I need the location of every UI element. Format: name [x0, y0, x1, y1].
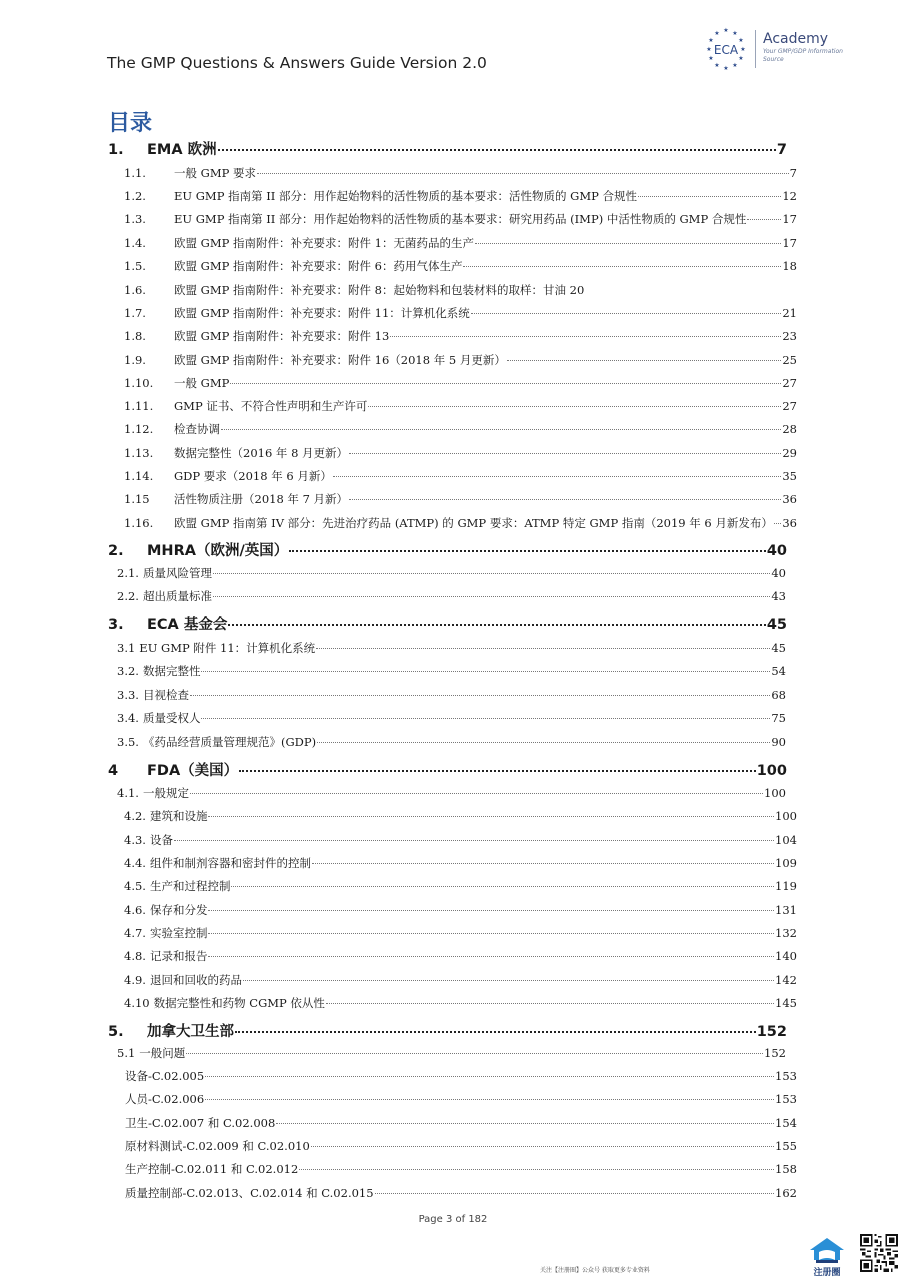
toc-entry-number: 4.9. [124, 973, 146, 987]
toc-entry-title: 欧盟 GMP 指南附件：补充要求：附件 16（2018 年 5 月更新） [174, 353, 506, 367]
toc-entry-number: 1.7. [124, 306, 146, 320]
toc-entry-number: 1.3. [124, 212, 146, 226]
toc-leader-dots [243, 980, 774, 981]
toc-leader-dots [218, 149, 776, 151]
toc-entry-number: 3.3. [117, 688, 139, 702]
toc-entry-title: 质量风险管理 [142, 566, 212, 580]
toc-entry-row[interactable] [125, 1068, 797, 1084]
toc-leader-dots [317, 742, 770, 743]
toc-leader-dots [276, 1123, 774, 1124]
footer-note: 关注【注册圈】公众号 获取更多专业资料 [540, 1267, 650, 1274]
toc-page-number: 158 [775, 1162, 797, 1176]
logo-name: Academy [763, 31, 829, 47]
toc-leader-dots [375, 1193, 775, 1194]
toc-entry-row[interactable] [124, 972, 797, 988]
toc-page-number: 35 [782, 469, 797, 483]
toc-entry-row[interactable] [124, 491, 797, 507]
toc-entry-title: 建筑和设施 [149, 809, 208, 823]
toc-entry-title: GMP 证书、不符合性声明和生产许可 [174, 399, 368, 413]
toc-leader-dots [208, 816, 774, 817]
toc-entry-title: FDA（美国） [147, 763, 239, 779]
svg-text:★: ★ [732, 62, 738, 69]
svg-text:★: ★ [738, 55, 744, 62]
house-book-icon [806, 1236, 848, 1266]
toc-leader-dots [316, 648, 770, 649]
toc-entry-row[interactable] [117, 785, 786, 801]
toc-entry-title: 加拿大卫生部 [147, 1024, 234, 1040]
toc-entry-row[interactable] [124, 188, 797, 204]
toc-page-number: 162 [775, 1186, 797, 1200]
svg-text:★: ★ [723, 27, 729, 34]
toc-entry-row[interactable] [124, 995, 797, 1011]
toc-entry-title: 一般规定 [142, 786, 189, 800]
toc-leader-dots [190, 695, 770, 696]
toc-entry-title: EU GMP 指南第 II 部分：用作起始物料的活性物质的基本要求：活性物质的 GMP 合规性 [174, 189, 638, 203]
svg-text:★: ★ [706, 46, 712, 53]
toc-page-number: 152 [764, 1046, 786, 1060]
toc-page-number: 132 [775, 926, 797, 940]
toc-section-row[interactable] [108, 613, 787, 634]
toc-entry-title: 设备 [149, 833, 173, 847]
toc-entry-row[interactable] [124, 902, 797, 918]
toc-entry-row[interactable] [124, 165, 797, 181]
toc-entry-number: 1.16. [124, 516, 154, 530]
svg-text:★: ★ [708, 55, 714, 62]
toc-entry-number: 4.10 [124, 996, 150, 1010]
toc-entry-title: 一般 GMP 要求 [174, 166, 257, 180]
eca-academy-logo [703, 26, 843, 76]
toc-leader-dots [638, 196, 781, 197]
toc-leader-dots [201, 671, 770, 672]
toc-entry-title: EMA 欧洲 [147, 142, 217, 158]
toc-page-number: 104 [775, 833, 797, 847]
toc-entry-title: 《药品经营质量管理规范》(GDP) [142, 735, 317, 749]
document-title: The GMP Questions & Answers Guide Version 2.0 [107, 54, 487, 72]
toc-entry-title: 记录和报告 [149, 949, 208, 963]
toc-entry-row[interactable] [117, 565, 786, 581]
toc-entry-number: 4.5. [124, 879, 146, 893]
toc-entry-title: 超出质量标准 [142, 589, 212, 603]
toc-entry-number: 4.2. [124, 809, 146, 823]
toc-entry-number: 5. [108, 1024, 124, 1040]
toc-page-number: 109 [775, 856, 797, 870]
toc-entry-row[interactable] [125, 1185, 797, 1201]
toc-entry-title: 人员-C.02.006 [125, 1092, 205, 1106]
toc-entry-title: 数据完整性和药物 CGMP 依从性 [153, 996, 325, 1010]
toc-entry-number: 5.1 [117, 1046, 136, 1060]
page-number: Page 3 of 182 [418, 1214, 488, 1225]
toc-page-number: 119 [775, 879, 797, 893]
toc-page-number: 36 [782, 492, 797, 506]
toc-entry-row[interactable] [124, 421, 797, 437]
toc-page-number: 68 [771, 688, 786, 702]
toc-entry-title: 卫生-C.02.007 和 C.02.008 [125, 1116, 276, 1130]
toc-entry-row[interactable] [124, 398, 797, 414]
toc-page-number: 40 [766, 543, 787, 559]
toc-page-number: 7 [789, 166, 797, 180]
toc-entry-title: 保存和分发 [149, 903, 208, 917]
toc-page-number: 154 [775, 1116, 797, 1130]
toc-entry-number: 1.6. [124, 283, 146, 297]
toc-entry-row[interactable] [124, 855, 797, 871]
toc-entry-row[interactable] [117, 710, 786, 726]
toc-leader-dots [205, 1099, 774, 1100]
toc-page-number: 18 [782, 259, 797, 273]
toc-leader-dots [747, 219, 781, 220]
toc-entry-row[interactable] [124, 878, 797, 894]
toc-page-number: 28 [782, 422, 797, 436]
svg-text:★: ★ [723, 65, 729, 72]
toc-heading: 目录 [108, 111, 153, 136]
toc-entry-row[interactable] [125, 1138, 797, 1154]
toc-entry-row[interactable] [124, 515, 797, 531]
svg-text:★: ★ [714, 62, 720, 69]
toc-entry-row[interactable] [124, 211, 797, 227]
toc-page-number: 25 [782, 353, 797, 367]
toc-page-number: 155 [775, 1139, 797, 1153]
toc-page-number: 36 [782, 516, 797, 530]
toc-entry-number: 1. [108, 142, 124, 158]
toc-entry-number: 1.4. [124, 236, 146, 250]
toc-leader-dots [326, 1003, 774, 1004]
toc-leader-dots [208, 933, 774, 934]
toc-entry-row[interactable] [124, 375, 797, 391]
toc-page-number: 21 [782, 306, 797, 320]
toc-entry-number: 2.1. [117, 566, 139, 580]
toc-entry-title: 质量受权人 [142, 711, 201, 725]
toc-entry-number: 3.5. [117, 735, 139, 749]
toc-leader-dots [228, 624, 765, 626]
svg-text:★: ★ [740, 46, 746, 53]
toc-entry-row[interactable] [124, 282, 797, 298]
toc-entry-title: 组件和制剂容器和密封件的控制 [149, 856, 311, 870]
toc-entry-number: 1.5. [124, 259, 146, 273]
toc-leader-dots [257, 173, 789, 174]
toc-page-number: 12 [782, 189, 797, 203]
toc-entry-title: 目视检查 [142, 688, 189, 702]
toc-entry-row[interactable] [125, 1091, 797, 1107]
toc-leader-dots [390, 336, 781, 337]
toc-entry-number: 4.7. [124, 926, 146, 940]
toc-page-number: 27 [782, 376, 797, 390]
brand-label: 注册圈 [813, 1268, 841, 1278]
toc-entry-row[interactable] [117, 640, 786, 656]
toc-leader-dots [289, 550, 766, 552]
toc-entry-title: 数据完整性 [142, 664, 201, 678]
toc-leader-dots [774, 523, 781, 524]
toc-leader-dots [349, 453, 781, 454]
toc-entry-row[interactable] [117, 588, 786, 604]
toc-leader-dots [239, 770, 756, 772]
toc-page-number: 45 [766, 617, 787, 633]
toc-entry-row[interactable] [124, 328, 797, 344]
toc-page-number: 45 [771, 641, 786, 655]
toc-entry-number: 2.2. [117, 589, 139, 603]
toc-entry-number: 1.14. [124, 469, 154, 483]
toc-entry-title: 检查协调 [174, 422, 220, 436]
toc-page-number: 140 [775, 949, 797, 963]
eca-star-ring-icon [703, 26, 749, 72]
toc-leader-dots [463, 266, 781, 267]
toc-page-number: 27 [782, 399, 797, 413]
toc-entry-number: 3.2. [117, 664, 139, 678]
svg-text:★: ★ [732, 30, 738, 37]
toc-entry-row[interactable] [124, 445, 797, 461]
toc-entry-row[interactable] [117, 687, 786, 703]
toc-entry-number: 4.3. [124, 833, 146, 847]
toc-page-number: 142 [775, 973, 797, 987]
toc-entry-row[interactable] [124, 925, 797, 941]
toc-entry-title: 一般 GMP [174, 376, 230, 390]
toc-section-row[interactable] [108, 1020, 787, 1041]
toc-leader-dots [311, 1146, 774, 1147]
toc-leader-dots [312, 863, 774, 864]
toc-entry-title: 数据完整性（2016 年 8 月更新） [174, 446, 349, 460]
toc-entry-number: 4.4. [124, 856, 146, 870]
toc-entry-row[interactable] [124, 258, 797, 274]
toc-leader-dots [174, 840, 774, 841]
toc-entry-number: 1.9. [124, 353, 146, 367]
qr-code-icon [860, 1234, 898, 1272]
toc-entry-title: 原材料测试-C.02.009 和 C.02.010 [125, 1139, 310, 1153]
toc-leader-dots [475, 243, 781, 244]
toc-entry-title: GDP 要求（2018 年 6 月新） [174, 469, 332, 483]
toc-entry-title: 欧盟 GMP 指南附件：补充要求：附件 6：药用气体生产 [174, 259, 463, 273]
toc-entry-title: 欧盟 GMP 指南附件：补充要求：附件 1：无菌药品的生产 [174, 236, 474, 250]
toc-entry-title: MHRA（欧洲/英国） [147, 543, 289, 559]
toc-page-number: 17 [782, 212, 797, 226]
toc-leader-dots [349, 499, 781, 500]
toc-page-number: 54 [771, 664, 786, 678]
toc-leader-dots [205, 1076, 774, 1077]
toc-leader-dots [186, 1053, 763, 1054]
toc-entry-row[interactable] [124, 808, 797, 824]
toc-page-number: 23 [782, 329, 797, 343]
toc-leader-dots [235, 1031, 756, 1033]
toc-entry-title: 设备-C.02.005 [125, 1069, 205, 1083]
toc-leader-dots [230, 383, 781, 384]
toc-leader-dots [471, 313, 782, 314]
toc-entry-title: 质量控制部-C.02.013、C.02.014 和 C.02.015 [125, 1186, 374, 1200]
toc-entry-row[interactable] [117, 734, 786, 750]
toc-entry-row[interactable] [124, 235, 797, 251]
toc-entry-number: 3.4. [117, 711, 139, 725]
svg-text:★: ★ [738, 37, 744, 44]
toc-entry-number: 3.1 [117, 641, 136, 655]
toc-leader-dots [368, 406, 781, 407]
toc-entry-title: 生产和过程控制 [149, 879, 231, 893]
toc-entry-row[interactable] [117, 1045, 786, 1061]
toc-page-number: 75 [771, 711, 786, 725]
toc-entry-title: 活性物质注册（2018 年 7 月新） [174, 492, 349, 506]
toc-leader-dots [208, 956, 774, 957]
logo-divider [755, 30, 756, 68]
toc-page-number: 17 [782, 236, 797, 250]
toc-leader-dots [231, 886, 774, 887]
toc-section-row[interactable] [108, 759, 787, 780]
toc-leader-dots [221, 429, 781, 430]
toc-entry-number: 1.13. [124, 446, 154, 460]
toc-entry-number: 1.12. [124, 422, 154, 436]
toc-page-number: 29 [782, 446, 797, 460]
toc-entry-row[interactable] [117, 663, 786, 679]
toc-leader-dots [213, 596, 770, 597]
toc-entry-row[interactable] [124, 352, 797, 368]
toc-leader-dots [213, 573, 770, 574]
toc-entry-number: 4.1. [117, 786, 139, 800]
svg-text:★: ★ [708, 37, 714, 44]
toc-entry-title: 欧盟 GMP 指南第 IV 部分：先进治疗药品 (ATMP) 的 GMP 要求：ATMP 特定 GMP 指南（2019 年 6 月新发布） [174, 516, 773, 530]
toc-entry-title: 欧盟 GMP 指南附件：补充要求：附件 13 [174, 329, 390, 343]
toc-entry-number: 1.8. [124, 329, 146, 343]
toc-entry-number: 4.8. [124, 949, 146, 963]
toc-entry-title: 实验室控制 [149, 926, 208, 940]
toc-entry-row[interactable] [124, 468, 797, 484]
toc-entry-title: ECA 基金会 [147, 617, 228, 633]
toc-page-number: 90 [771, 735, 786, 749]
svg-text:★: ★ [714, 30, 720, 37]
toc-entry-row[interactable] [125, 1161, 797, 1177]
toc-entry-title: 一般问题 [139, 1046, 186, 1060]
toc-entry-number: 1.11. [124, 399, 154, 413]
brand-logo [806, 1236, 848, 1276]
toc-entry-title: EU GMP 附件 11：计算机化系统 [139, 641, 316, 655]
toc-page-number: 153 [775, 1092, 797, 1106]
toc-page-number: 131 [775, 903, 797, 917]
toc-page-number: 100 [764, 786, 786, 800]
logo-mark: ECA [713, 43, 739, 57]
toc-entry-title: 退回和回收的药品 [149, 973, 242, 987]
toc-entry-title: 生产控制-C.02.011 和 C.02.012 [125, 1162, 299, 1176]
toc-entry-title: 欧盟 GMP 指南附件：补充要求：附件 11：计算机化系统 [174, 306, 470, 320]
toc-leader-dots [190, 793, 763, 794]
toc-entry-number: 1.1. [124, 166, 146, 180]
toc-section-row[interactable] [108, 539, 787, 560]
toc-page-number: 100 [775, 809, 797, 823]
toc-entry-number: 3. [108, 617, 124, 633]
logo-tagline: Your GMP/GDP Information Source [763, 48, 843, 63]
toc-entry-number: 4.6. [124, 903, 146, 917]
toc-page-number: 153 [775, 1069, 797, 1083]
toc-entry-number: 2. [108, 543, 124, 559]
toc-page-number: 152 [756, 1024, 787, 1040]
toc-leader-dots [201, 718, 770, 719]
toc-page-number: 40 [771, 566, 786, 580]
toc-page-number: 43 [771, 589, 786, 603]
toc-entry-number: 4 [108, 763, 119, 779]
toc-section-row[interactable] [108, 138, 787, 159]
toc-leader-dots [208, 910, 774, 911]
toc-leader-dots [507, 360, 782, 361]
toc-entry-title: EU GMP 指南第 II 部分：用作起始物料的活性物质的基本要求：研究用药品 (IMP) 中活性物质的 GMP 合规性 [174, 212, 747, 226]
toc-leader-dots [299, 1169, 774, 1170]
toc-entry-number: 1.2. [124, 189, 146, 203]
toc-entry-row[interactable] [124, 832, 797, 848]
toc-entry-number: 1.15 [124, 492, 150, 506]
toc-page-number: 7 [776, 142, 787, 158]
toc-entry-row[interactable] [124, 305, 797, 321]
toc-entry-number: 1.10. [124, 376, 154, 390]
toc-entry-row[interactable] [125, 1115, 797, 1131]
toc-entry-title: 欧盟 GMP 指南附件：补充要求：附件 8：起始物料和包装材料的取样：甘油 20 [174, 283, 585, 297]
toc-page-number: 145 [775, 996, 797, 1010]
toc-leader-dots [333, 476, 782, 477]
toc-page-number: 100 [756, 763, 787, 779]
toc-entry-row[interactable] [124, 948, 797, 964]
